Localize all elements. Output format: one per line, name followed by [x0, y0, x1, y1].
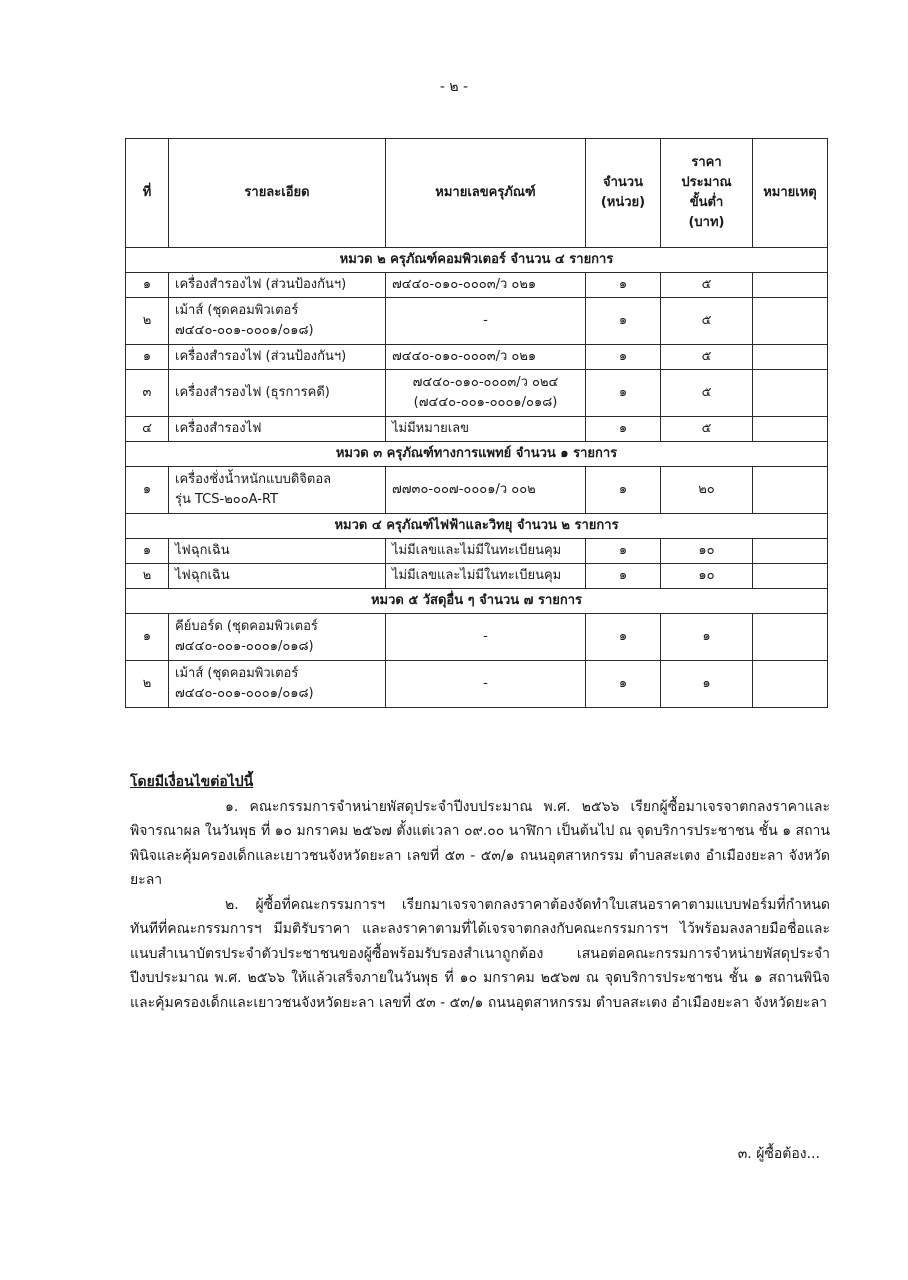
category-title: หมวด ๕ วัสดุอื่น ๆ จำนวน ๗ รายการ — [126, 589, 828, 614]
cell-price: ๕ — [661, 298, 753, 345]
cell-details: ไฟฉุกเฉิน — [169, 539, 386, 564]
cell-price: ๕ — [661, 273, 753, 298]
cell-details: เครื่องสำรองไฟ (ธุรการคดี) — [169, 370, 386, 417]
cell-remark — [753, 467, 828, 514]
category-title: หมวด ๔ ครุภัณฑ์ไฟฟ้าและวิทยุ จำนวน ๒ รายการ — [126, 514, 828, 539]
cell-price: ๑ — [661, 614, 753, 661]
cell-qty: ๑ — [586, 345, 661, 370]
cell-qty: ๑ — [586, 539, 661, 564]
cell-no: ๑ — [126, 539, 169, 564]
header-no: ที่ — [126, 139, 169, 248]
table-row — [126, 614, 828, 661]
condition-paragraph-1: ๑. คณะกรรมการจำหน่ายพัสดุประจำปีงบประมาณ พ.ศ. ๒๕๖๖ เรียกผู้ซื้อมาเจรจาตกลงราคาและพิจารณาผล ในวันพุธ ที่ ๑๐ มกราคม ๒๕๖๗ ตั้งแต่เวลา ๐๙.๐๐ นาฬิกา เป็นต้นไป ณ จุดบริการประชาชน ชั้น ๑ สถานพินิจและคุ้มครองเด็กและเยาวชนจังหวัดยะลา เลขที่ ๕๓ - ๕๓/๑ ถนนอุตสาหกรรม ตำบลสะเตง อำเมืองยะลา จังหวัดยะลา — [130, 798, 830, 888]
cell-no: ๑ — [126, 467, 169, 514]
cell-asset-no: ๗๔๔๐-๐๑๐-๐๐๐๓/ว ๐๒๑ — [386, 273, 586, 298]
cell-qty: ๑ — [586, 273, 661, 298]
cell-remark — [753, 539, 828, 564]
cell-remark — [753, 345, 828, 370]
cell-qty: ๑ — [586, 417, 661, 442]
category-title: หมวด ๒ ครุภัณฑ์คอมพิวเตอร์ จำนวน ๔ รายการ — [126, 248, 828, 273]
cell-asset-no: ไม่มีเลขและไม่มีในทะเบียนคุม — [386, 564, 586, 589]
cell-price: ๕ — [661, 370, 753, 417]
cell-remark — [753, 273, 828, 298]
cell-details: คีย์บอร์ด (ชุดคอมพิวเตอร์ ๗๔๔๐-๐๐๑-๐๐๐๑/๐๑๘) — [169, 614, 386, 661]
cell-asset-no: ไม่มีเลขและไม่มีในทะเบียนคุม — [386, 539, 586, 564]
cell-price: ๑๐ — [661, 564, 753, 589]
cell-price: ๑ — [661, 661, 753, 708]
category-row — [126, 442, 828, 467]
cell-remark — [753, 564, 828, 589]
cell-qty: ๑ — [586, 298, 661, 345]
table-header-row — [126, 139, 828, 248]
cell-no: ๑ — [126, 273, 169, 298]
category-title: หมวด ๓ ครุภัณฑ์ทางการแพทย์ จำนวน ๑ รายการ — [126, 442, 828, 467]
cell-qty: ๑ — [586, 370, 661, 417]
cell-price: ๑๐ — [661, 539, 753, 564]
cell-asset-no: - — [386, 298, 586, 345]
cell-asset-no: ๗๔๔๐-๐๑๐-๐๐๐๓/ว ๐๒๔ (๗๔๔๐-๐๐๑-๐๐๐๑/๐๑๘) — [386, 370, 586, 417]
cell-remark — [753, 370, 828, 417]
header-remark: หมายเหตุ — [753, 139, 828, 248]
table-row — [126, 345, 828, 370]
cell-details: เครื่องสำรองไฟ — [169, 417, 386, 442]
table-row — [126, 467, 828, 514]
category-row — [126, 514, 828, 539]
cell-remark — [753, 614, 828, 661]
cell-price: ๒๐ — [661, 467, 753, 514]
table-row — [126, 539, 828, 564]
cell-qty: ๑ — [586, 661, 661, 708]
category-row — [126, 248, 828, 273]
cell-no: ๒ — [126, 298, 169, 345]
cell-remark — [753, 661, 828, 708]
cell-no: ๑ — [126, 614, 169, 661]
cell-remark — [753, 417, 828, 442]
page-number: - ๒ - — [439, 79, 469, 95]
items-table — [125, 138, 828, 708]
cell-qty: ๑ — [586, 614, 661, 661]
cell-no: ๒ — [126, 661, 169, 708]
cell-details: เครื่องสำรองไฟ (ส่วนป้องกันฯ) — [169, 345, 386, 370]
cell-remark — [753, 298, 828, 345]
cell-details: เม้าส์ (ชุดคอมพิวเตอร์ ๗๔๔๐-๐๐๑-๐๐๐๑/๐๑๘) — [169, 298, 386, 345]
condition-paragraph-2: ๒. ผู้ซื้อที่คณะกรรมการฯ เรียกมาเจรจาตกลงราคาต้องจัดทำใบเสนอราคาตามแบบฟอร์มที่กำหนดทันทีที่คณะกรรมการฯ มีมติรับราคา และลงราคาตามที่ได้เจรจาตกลงกับคณะกรรมการฯ ไว้พร้อมลงลายมือชื่อและแนบสำเนาบัตรประจำตัวประชาชนของผู้ซื้อพร้อมรับรองสำเนาถูกต้อง เสนอต่อคณะกรรมการจำหน่ายพัสดุประจำปีงบประมาณ พ.ศ. ๒๕๖๖ ให้แล้วเสร็จภายในวันพุธ ที่ ๑๐ มกราคม ๒๕๖๗ ณ จุดบริการประชาชน ชั้น ๑ สถานพินิจและคุ้มครองเด็กและเยาวชนจังหวัดยะลา เลขที่ ๕๓ - ๕๓/๑ ถนนอุตสาหกรรม ตำบลสะเตง อำเมืองยะลา จังหวัดยะลา — [130, 896, 830, 1011]
cell-asset-no: - — [386, 614, 586, 661]
cell-asset-no: ๗๔๔๐-๐๑๐-๐๐๐๓/ว ๐๒๑ — [386, 345, 586, 370]
cell-details: เครื่องสำรองไฟ (ส่วนป้องกันฯ) — [169, 273, 386, 298]
table-row — [126, 661, 828, 708]
conditions-title: โดยมีเงื่อนไขต่อไปนี้ — [130, 774, 254, 790]
cell-price: ๕ — [661, 417, 753, 442]
header-price: ราคา ประมาณ ขั้นต่ำ (บาท) — [661, 139, 753, 248]
conditions-block — [130, 770, 830, 1015]
cell-no: ๓ — [126, 370, 169, 417]
cell-details: ไฟฉุกเฉิน — [169, 564, 386, 589]
cell-asset-no: ไม่มีหมายเลข — [386, 417, 586, 442]
header-asset-no: หมายเลขครุภัณฑ์ — [386, 139, 586, 248]
table-row — [126, 370, 828, 417]
cell-no: ๒ — [126, 564, 169, 589]
table-row — [126, 273, 828, 298]
cell-qty: ๑ — [586, 564, 661, 589]
table-body — [126, 248, 828, 708]
next-page-reference: ๓. ผู้ซื้อต้อง... — [737, 1146, 820, 1162]
table-row — [126, 298, 828, 345]
cell-no: ๔ — [126, 417, 169, 442]
cell-asset-no: ๗๗๓๐-๐๐๗-๐๐๐๑/ว ๐๐๒ — [386, 467, 586, 514]
table-row — [126, 417, 828, 442]
header-details: รายละเอียด — [169, 139, 386, 248]
cell-details: เม้าส์ (ชุดคอมพิวเตอร์ ๗๔๔๐-๐๐๑-๐๐๐๑/๐๑๘) — [169, 661, 386, 708]
table-row — [126, 564, 828, 589]
cell-qty: ๑ — [586, 467, 661, 514]
cell-details: เครื่องชั่งน้ำหนักแบบดิจิตอล รุ่น TCS-๒๐๐A-RT — [169, 467, 386, 514]
cell-price: ๕ — [661, 345, 753, 370]
header-qty: จำนวน (หน่วย) — [586, 139, 661, 248]
cell-asset-no: - — [386, 661, 586, 708]
cell-no: ๑ — [126, 345, 169, 370]
category-row — [126, 589, 828, 614]
